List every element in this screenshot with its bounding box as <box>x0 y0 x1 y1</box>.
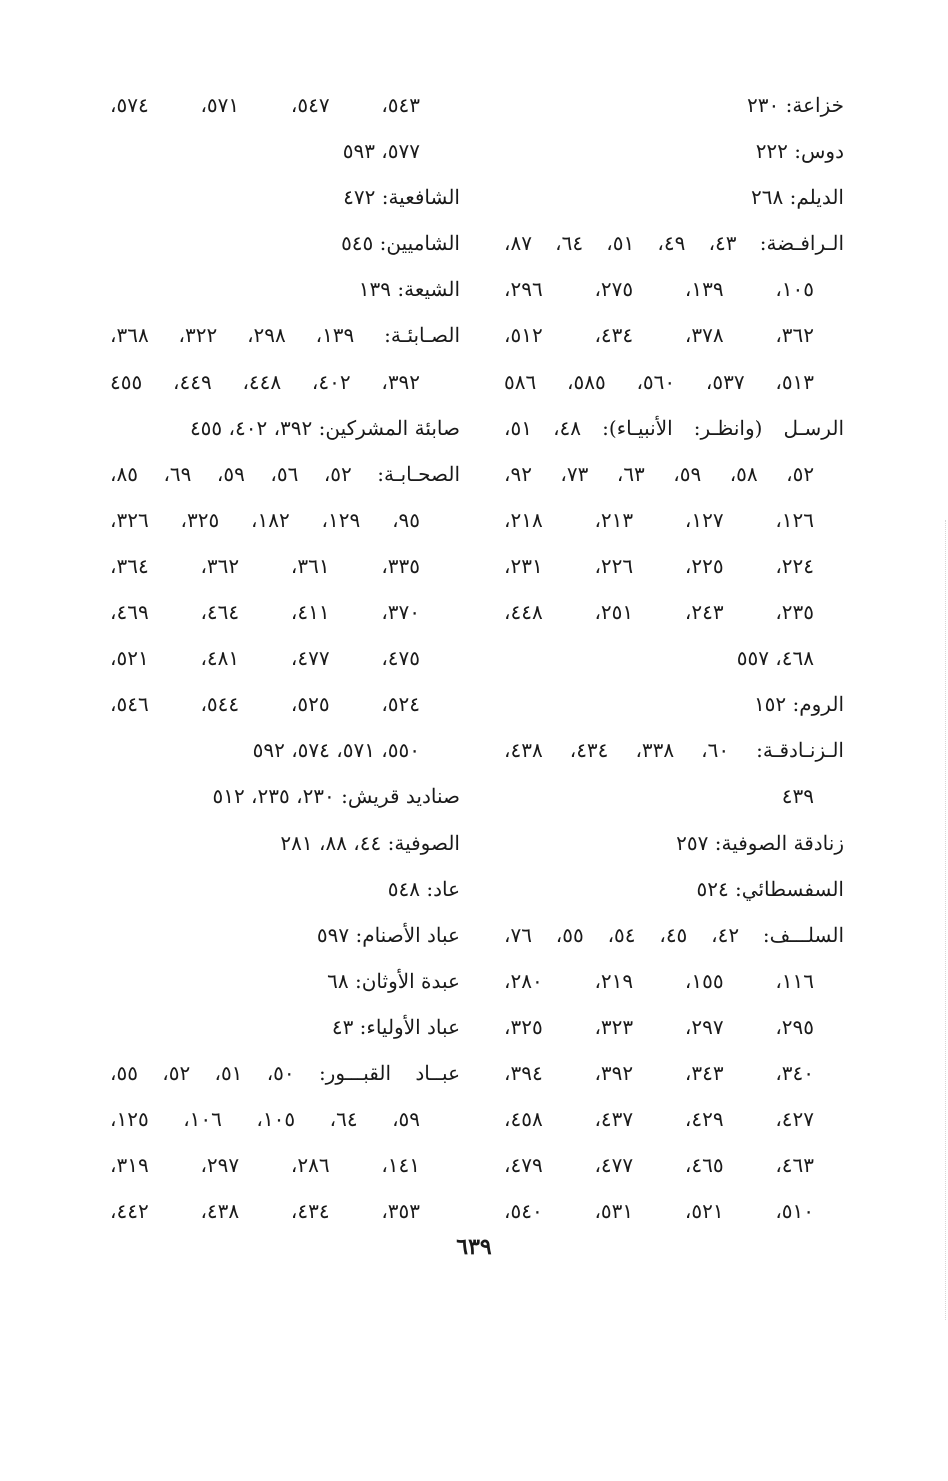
index-entry-continuation: ٥٢٤، ٥٢٥، ٥٤٤، ٥٤٦، <box>110 692 421 717</box>
index-entry-continuation: ٢٢٤، ٢٢٥، ٢٢٦، ٢٣١، <box>504 553 815 578</box>
index-entry-continuation: ٥٩، ٦٤، ١٠٥، ١٠٦، ١٢٥، <box>110 1107 421 1132</box>
index-entry: الديلم: ٢٦٨ <box>751 185 844 210</box>
index-entry: دوس: ٢٢٢ <box>755 139 844 164</box>
index-entry-continuation: ٣٥٣، ٤٣٤، ٤٣٨، ٤٤٢، <box>110 1199 421 1224</box>
index-entry: الـرافـضة: ٤٣، ٤٩، ٥١، ٦٤، ٨٧، <box>504 231 844 256</box>
index-entry-continuation: ٣٤٠، ٣٤٣، ٣٩٢، ٣٩٤، <box>504 1060 815 1085</box>
index-entry-continuation: ٤٣٩ <box>781 784 814 809</box>
index-entry: عبــاد القبـــور: ٥٠، ٥١، ٥٢، ٥٥، <box>110 1060 460 1085</box>
index-entry-continuation: ٢٩٥، ٢٩٧، ٣٢٣، ٣٢٥، <box>504 1014 815 1039</box>
index-column-left <box>110 82 460 1234</box>
index-entry-continuation: ٥١٣، ٥٣٧، ٥٦٠، ٥٨٥، ٥٨٦ <box>504 369 815 394</box>
index-entry: عبدة الأوثان: ٦٨ <box>327 968 460 993</box>
index-entry: الشيعة: ١٣٩ <box>358 277 460 302</box>
index-entry-continuation: ٩٥، ١٢٩، ١٨٢، ٣٢٥، ٣٢٦، <box>110 507 421 532</box>
index-entry: الصحـابـة: ٥٢، ٥٦، ٥٩، ٦٩، ٨٥، <box>110 461 460 486</box>
index-entry-continuation: ٢٣٥، ٢٤٣، ٢٥١، ٤٤٨، <box>504 600 815 625</box>
index-entry-continuation: ٣٣٥، ٣٦١، ٣٦٢، ٣٦٤، <box>110 553 421 578</box>
index-entry-continuation: ١٢٦، ١٢٧، ٢١٣، ٢١٨، <box>504 507 815 532</box>
index-entry-continuation: ٣٧٠، ٤١١، ٤٦٤، ٤٦٩، <box>110 600 421 625</box>
index-entry-continuation: ٤٢٧، ٤٢٩، ٤٣٧، ٤٥٨، <box>504 1107 815 1132</box>
index-entry: صناديد قريش: ٢٣٠، ٢٣٥، ٥١٢ <box>212 784 460 809</box>
index-entry: عباد الأصنام: ٥٩٧ <box>316 922 460 947</box>
index-entry-continuation: ٤٧٥، ٤٧٧، ٤٨١، ٥٢١، <box>110 646 421 671</box>
index-entry: السلـــف: ٤٢، ٤٥، ٥٤، ٥٥، ٧٦، <box>504 922 844 947</box>
index-entry: الشافعية: ٤٧٢ <box>343 185 460 210</box>
index-entry: الروم: ١٥٢ <box>753 692 844 717</box>
index-entry: الصـابئـة: ١٣٩، ٢٩٨، ٣٢٢، ٣٦٨، <box>110 323 460 348</box>
index-entry-continuation: ٤٦٣، ٤٦٥، ٤٧٧، ٤٧٩، <box>504 1153 815 1178</box>
index-entry: صابئة المشركين: ٣٩٢، ٤٠٢، ٤٥٥ <box>189 415 460 440</box>
scan-edge-artifact <box>939 520 946 1320</box>
index-entry: الرسـل (وانظـر: الأنبيـاء): ٤٨، ٥١، <box>504 415 844 440</box>
index-entry-continuation: ٤٦٨، ٥٥٧ <box>736 646 814 671</box>
index-entry-continuation: ١١٦، ١٥٥، ٢١٩، ٢٨٠، <box>504 968 815 993</box>
index-entry: خزاعة: ٢٣٠ <box>747 93 844 117</box>
index-column-right <box>504 82 844 1234</box>
index-entry: الشاميين: ٥٤٥ <box>341 231 460 256</box>
index-entry: الصوفية: ٤٤، ٨٨، ٢٨١ <box>280 830 460 855</box>
index-entry-continuation: ٥٤٣، ٥٤٧، ٥٧١، ٥٧٤، <box>110 93 421 117</box>
index-entry-continuation: ٣٩٢، ٤٠٢، ٤٤٨، ٤٤٩، ٤٥٥ <box>110 369 421 394</box>
index-entry: السفسطائي: ٥٢٤ <box>696 876 844 901</box>
index-entry-continuation: ٥٥٠، ٥٧١، ٥٧٤، ٥٩٢ <box>252 738 420 763</box>
index-entry-continuation: ١٠٥، ١٣٩، ٢٧٥، ٢٩٦، <box>504 277 815 302</box>
index-entry-continuation: ١٤١، ٢٨٦، ٢٩٧، ٣١٩، <box>110 1153 421 1178</box>
index-entry: عباد الأولياء: ٤٣ <box>331 1014 460 1039</box>
index-entry-continuation: ٥٧٧، ٥٩٣ <box>342 139 420 164</box>
index-entry-continuation: ٣٦٢، ٣٧٨، ٤٣٤، ٥١٢، <box>504 323 815 348</box>
index-entry-continuation: ٥٢، ٥٨، ٥٩، ٦٣، ٧٣، ٩٢، <box>504 461 815 486</box>
index-entry-continuation: ٥١٠، ٥٢١، ٥٣١، ٥٤٠، <box>504 1199 815 1224</box>
page-number: ٦٣٩ <box>456 1234 492 1260</box>
index-entry: الـزنـادقـة: ٦٠، ٣٣٨، ٤٣٤، ٤٣٨، <box>504 738 844 763</box>
index-entry: زنادقة الصوفية: ٢٥٧ <box>676 830 844 855</box>
index-entry: عاد: ٥٤٨ <box>387 876 460 901</box>
